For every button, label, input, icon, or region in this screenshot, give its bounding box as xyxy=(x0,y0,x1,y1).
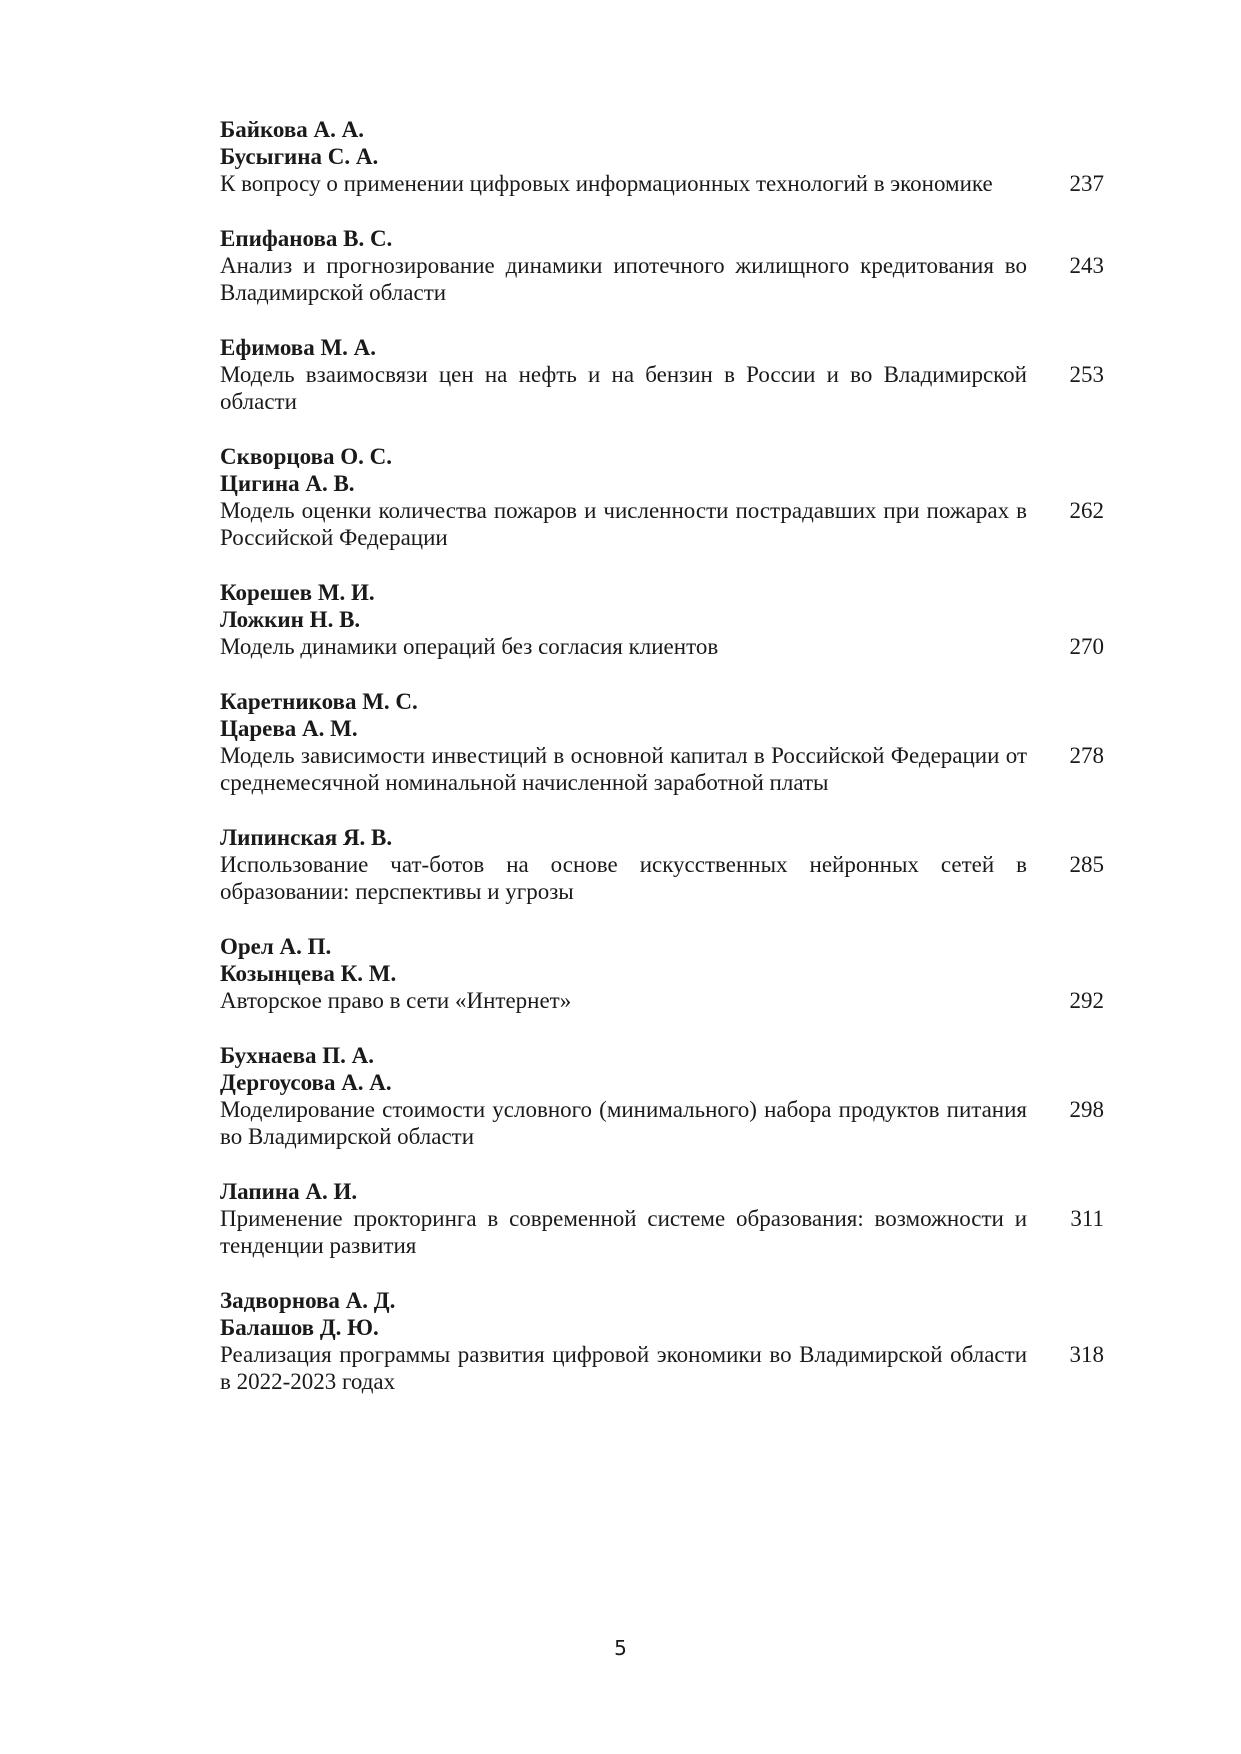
article-title: К вопросу о применении цифровых информационных технологий в экономике xyxy=(220,171,993,196)
toc-entry xyxy=(220,824,1104,905)
author-name: Бусыгина С. А. xyxy=(220,144,379,169)
page-ref: 285 xyxy=(1069,852,1104,877)
toc-entry xyxy=(220,1287,1104,1395)
page-ref: 278 xyxy=(1069,743,1104,768)
author-name: Епифанова В. С. xyxy=(220,226,393,251)
author-name: Бухнаева П. А. xyxy=(220,1043,375,1068)
article-title: Моделирование стоимости условного (минимального) набора продуктов питания во Владимирской области xyxy=(220,1097,1027,1149)
page-ref: 243 xyxy=(1069,253,1104,278)
article-title: Применение прокторинга в современной системе образования: возможности и тенденции развития xyxy=(220,1206,1027,1258)
author-name: Царева А. М. xyxy=(220,716,358,741)
page-ref: 318 xyxy=(1069,1342,1104,1367)
toc-entry xyxy=(220,688,1104,796)
author-name: Орел А. П. xyxy=(220,934,332,959)
article-title: Авторское право в сети «Интернет» xyxy=(220,988,572,1013)
author-name: Дергоусова А. А. xyxy=(220,1070,392,1095)
article-title: Модель зависимости инвестиций в основной капитал в Российской Федерации от среднемесячной номинальной начисленной заработной платы xyxy=(220,743,1027,795)
page-ref: 311 xyxy=(1070,1206,1104,1231)
toc-entry xyxy=(220,443,1104,551)
toc-entry xyxy=(220,933,1104,1014)
author-name: Скворцова О. С. xyxy=(220,444,393,469)
table-of-contents xyxy=(220,116,1104,1423)
article-title: Реализация программы развития цифровой экономики во Владимирской области в 2022-2023 годах xyxy=(220,1342,1027,1394)
toc-entry xyxy=(220,334,1104,415)
article-title: Модель взаимосвязи цен на нефть и на бензин в России и во Владимирской области xyxy=(220,362,1027,414)
author-name: Ефимова М. А. xyxy=(220,335,377,360)
author-name: Байкова А. А. xyxy=(220,117,364,142)
article-title: Анализ и прогнозирование динамики ипотечного жилищного кредитования во Владимирской области xyxy=(220,253,1027,305)
page-ref: 292 xyxy=(1069,988,1104,1013)
author-name: Каретникова М. С. xyxy=(220,689,418,714)
page-ref: 298 xyxy=(1069,1097,1104,1122)
page-ref: 253 xyxy=(1069,362,1104,387)
article-title: Модель оценки количества пожаров и численности пострадавших при пожарах в Российской Федерации xyxy=(220,498,1027,550)
author-name: Балашов Д. Ю. xyxy=(220,1315,379,1340)
toc-entry xyxy=(220,1042,1104,1150)
toc-entry xyxy=(220,116,1104,197)
page-number: 5 xyxy=(614,1636,627,1660)
author-name: Корешев М. И. xyxy=(220,580,375,605)
toc-entry xyxy=(220,579,1104,660)
toc-entry xyxy=(220,1178,1104,1259)
page-ref: 237 xyxy=(1069,171,1104,196)
article-title: Модель динамики операций без согласия клиентов xyxy=(220,634,719,659)
author-name: Лапина А. И. xyxy=(220,1179,358,1204)
author-name: Липинская Я. В. xyxy=(220,825,393,850)
toc-entry xyxy=(220,225,1104,306)
page-ref: 270 xyxy=(1069,634,1104,659)
author-name: Задворнова А. Д. xyxy=(220,1288,396,1313)
page-ref: 262 xyxy=(1069,498,1104,523)
author-name: Козынцева К. М. xyxy=(220,961,397,986)
article-title: Использование чат-ботов на основе искусственных нейронных сетей в образовании: перспективы и угрозы xyxy=(220,852,1027,904)
author-name: Ложкин Н. В. xyxy=(220,607,361,632)
author-name: Цигина А. В. xyxy=(220,471,355,496)
